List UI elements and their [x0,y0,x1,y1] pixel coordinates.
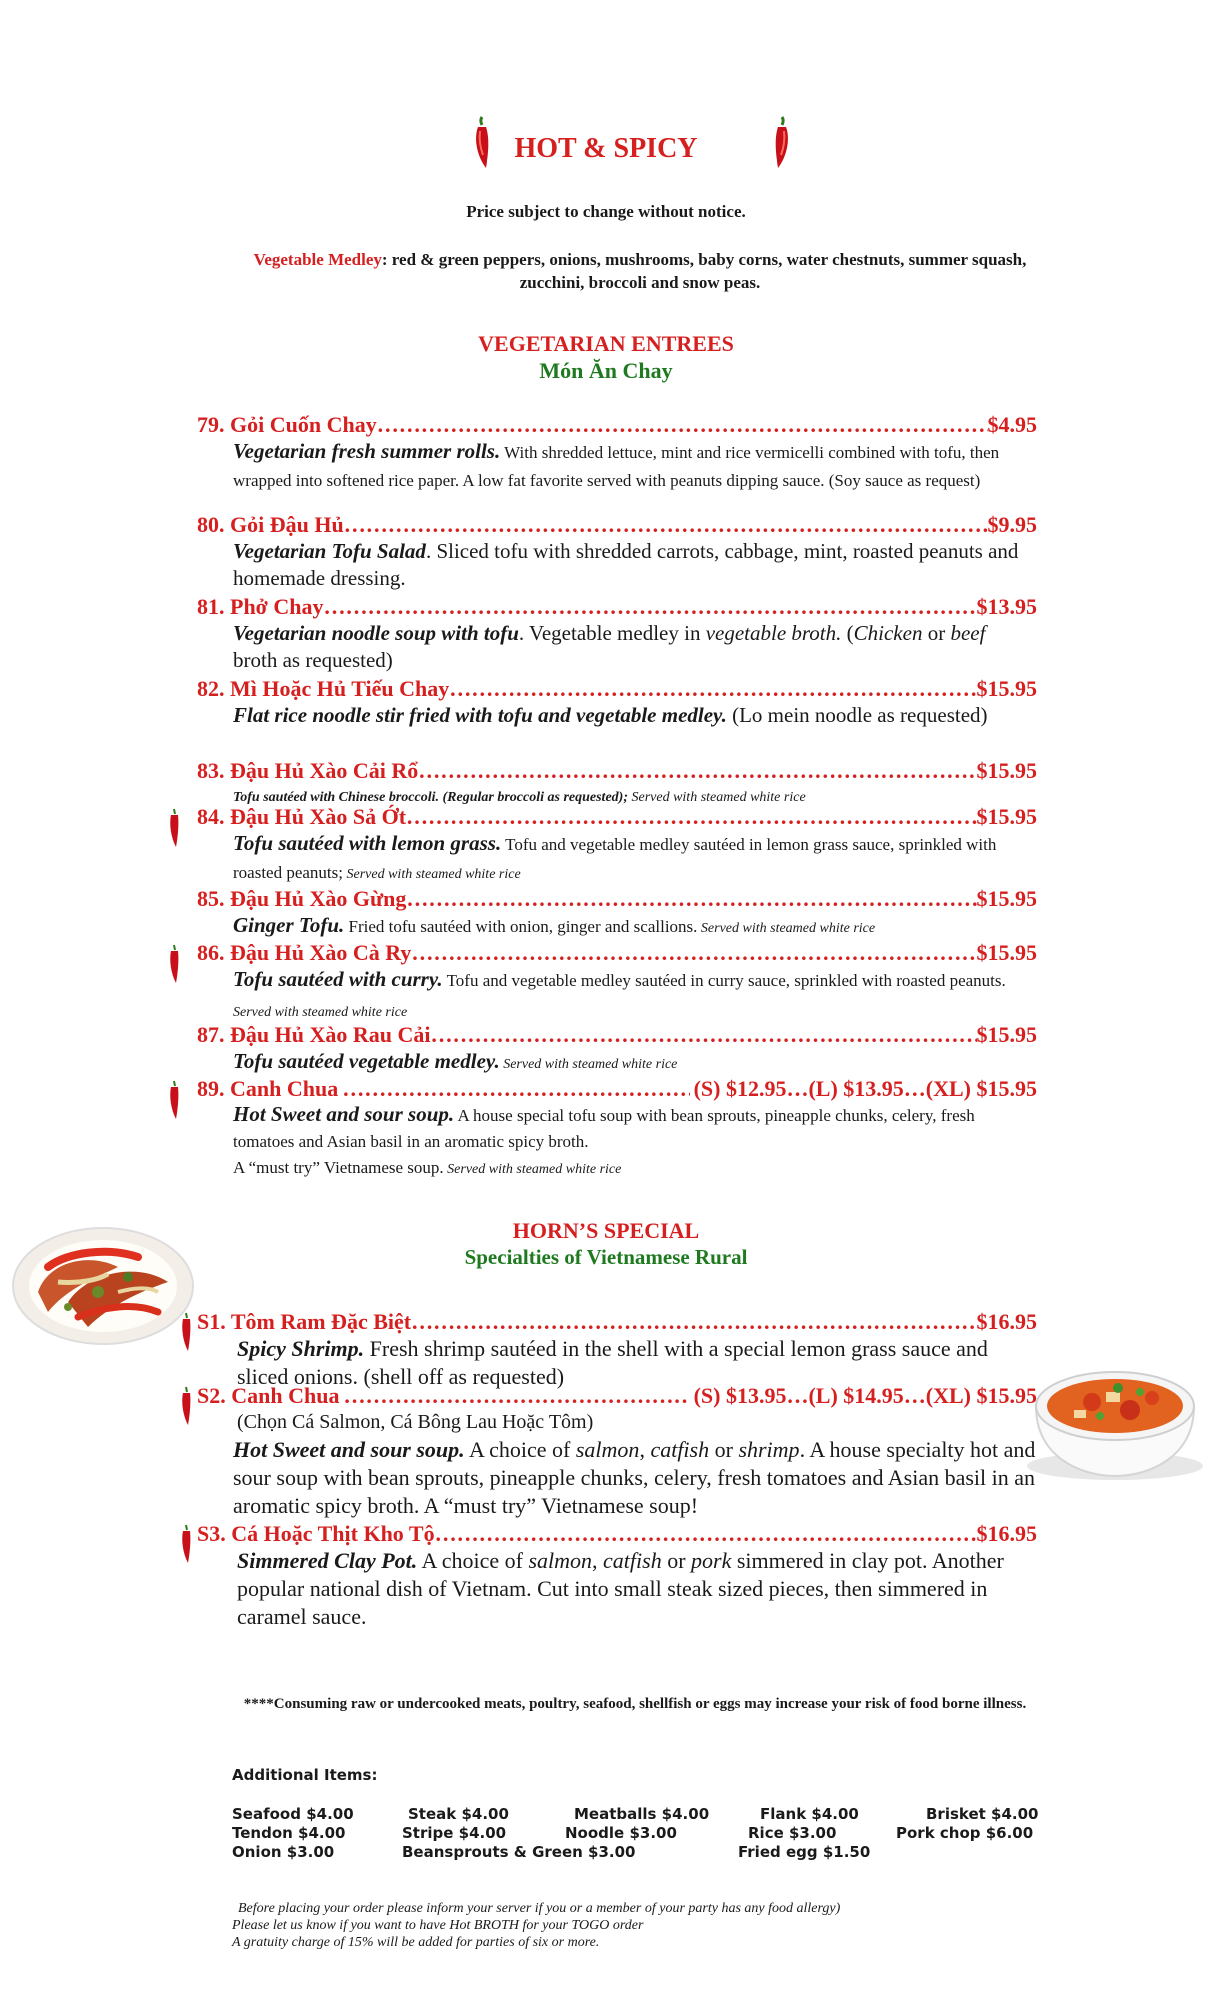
item-desc: Tofu and vegetable medley sautéed in lemon grass sauce, sprinkled with roasted peanuts; [233,835,997,882]
additional-row [232,1805,1042,1824]
price-note: Price subject to change without notice. [466,202,746,221]
item-name: 85. Đậu Hủ Xào Gừng [197,886,407,911]
additional-item: Rice $3.00 [748,1824,837,1842]
additional-item: Onion $3.00 [232,1843,335,1861]
item-lead: Spicy Shrimp. [237,1336,365,1361]
item-name: 82. Mì Hoặc Hủ Tiếu Chay [197,676,450,701]
item-desc: . Vegetable medley in [518,621,706,645]
menu-item [197,1521,1037,1631]
item-name: 79. Gỏi Cuốn Chay [197,412,377,437]
menu-item [197,412,1037,494]
menu-item [197,594,1037,674]
item-desc: Fresh shrimp sautéed in the shell with a special lemon grass sauce and sliced onions. (shell off as requested) [237,1336,988,1389]
item-lead: Flat rice noodle stir fried with tofu and vegetable medley. [233,703,727,727]
item-served: Served with steamed white rice [627,790,806,805]
item-desc: Tofu and vegetable medley sautéed in curry sauce, sprinkled with roasted peanuts. [442,971,1006,990]
item-served: Served with steamed white rice [343,867,521,882]
item-lead: Vegetarian Tofu Salad [233,539,426,563]
item-price: $15.95 [976,1022,1037,1047]
item-desc: catfish [650,1437,710,1462]
item-served: Served with steamed white rice [443,1162,622,1177]
item-desc: A “must try” Vietnamese soup. [233,1158,444,1177]
section-subtitle-horns-special: Specialties of Vietnamese Rural [464,1245,748,1269]
additional-items-title: Additional Items: [232,1766,378,1784]
additional-row [232,1843,1042,1862]
additional-item: Flank $4.00 [760,1805,859,1823]
additional-item: Seafood $4.00 [232,1805,354,1823]
additional-item: Noodle $3.00 [565,1824,677,1842]
item-desc: pork [691,1548,732,1573]
item-subname: (Chọn Cá Salmon, Cá Bông Lau Hoặc Tôm) [237,1411,594,1433]
additional-item: Beansprouts & Green $3.00 [402,1843,636,1861]
menu-item [197,804,1037,888]
item-desc: catfish [603,1548,662,1573]
item-lead: Tofu sautéed with curry. [233,967,443,991]
item-lead: Simmered Clay Pot. [237,1548,418,1573]
item-lead: Tofu sautéed vegetable medley. [233,1049,500,1073]
additional-item: Fried egg $1.50 [738,1843,871,1861]
footer-line: A gratuity charge of 15% will be added for parties of six or more. [232,1935,600,1950]
item-name: 80. Gỏi Đậu Hủ [197,512,344,537]
veg-label: Vegetable Medley [253,250,382,269]
item-lead: Tofu sautéed with Chinese broccoli. (Regular broccoli as requested); [233,790,628,805]
food-safety-warning: ****Consuming raw or undercooked meats, poultry, seafood, shellfish or eggs may increase your risk of food borne illness. [243,1696,1027,1712]
item-name: 83. Đậu Hủ Xào Cải Rổ [197,758,419,783]
menu-item [197,758,1037,808]
footer-line: Before placing your order please inform your server if you or a member of your party has any food allergy) [238,1901,841,1916]
section-title-vegetarian: VEGETARIAN ENTREES [478,331,734,356]
item-desc: Chicken [853,621,923,645]
menu-item [197,1383,1037,1520]
item-name: 89. Canh Chua [197,1076,339,1101]
item-desc: shrimp [738,1437,800,1462]
item-desc: beef [950,621,986,645]
item-price: $15.95 [976,940,1037,965]
chili-pepper-icon [180,1524,194,1564]
section-subtitle-vegetarian: Món Ăn Chay [539,358,673,383]
additional-item: Pork chop $6.00 [896,1824,1034,1842]
item-desc: or [709,1437,739,1462]
additional-items-grid [232,1805,1042,1862]
item-desc: ( [841,621,854,645]
chili-pepper-icon [168,808,182,848]
menu-item [197,512,1037,592]
section-title-horns-special: HORN’S SPECIAL [512,1218,700,1243]
item-price: $9.95 [987,512,1037,537]
item-desc: (Lo mein noodle as requested) [726,703,988,727]
item-price: (S) $13.95…(L) $14.95…(XL) $15.95 [693,1383,1037,1408]
item-name: S2. Canh Chua [197,1383,340,1408]
additional-item: Brisket $4.00 [926,1805,1039,1823]
item-name: 86. Đậu Hủ Xào Cà Ry [197,940,412,965]
item-desc: or [661,1548,692,1573]
item-name: 81. Phở Chay [197,594,324,619]
item-desc: A choice of [417,1548,529,1573]
menu-item [197,1076,1037,1182]
item-price: $16.95 [976,1521,1037,1546]
item-price: $13.95 [976,594,1037,619]
item-lead: Tofu sautéed with lemon grass. [233,831,502,855]
chili-pepper-icon [770,115,792,170]
item-desc: , [592,1548,604,1573]
item-lead: Hot Sweet and sour soup. [233,1437,465,1462]
item-name: 87. Đậu Hủ Xào Rau Cải [197,1022,431,1047]
item-desc: . Sliced tofu with shredded carrots, cabbage, mint, roasted peanuts and homemade dressing. [233,539,1019,590]
page-title: HOT & SPICY [514,133,698,164]
item-price: $15.95 [976,886,1037,911]
item-desc: . A house specialty hot and sour soup with bean sprouts, pineapple chunks, celery, fresh tomatoes and Asian basil in an aromatic spicy broth. A “must try” Vietnamese soup! [233,1437,1036,1518]
item-desc: salmon [528,1548,593,1573]
menu-item [197,1309,1037,1391]
item-name: S3. Cá Hoặc Thịt Kho Tộ [197,1521,435,1546]
item-lead: Vegetarian fresh summer rolls. [233,439,501,463]
item-price: $15.95 [976,758,1037,783]
item-desc: salmon [575,1437,640,1462]
item-lead: Hot Sweet and sour soup. [233,1102,455,1126]
item-price: $16.95 [976,1309,1037,1334]
item-desc: With shredded lettuce, mint and rice vermicelli combined with tofu, then wrapped into softened rice paper. A low fat favorite served with peanuts dipping sauce. (Soy sauce as request) [233,443,1000,490]
menu-item [197,886,1037,942]
chili-pepper-icon [168,1080,182,1120]
item-lead: Ginger Tofu. [233,913,345,937]
item-desc: Fried tofu sautéed with onion, ginger and scallions. [344,917,698,936]
item-desc: A choice of [464,1437,576,1462]
item-desc: A house special tofu soup with bean sprouts, pineapple chunks, celery, fresh tomatoes and Asian basil in an aromatic spicy broth. [233,1106,975,1151]
item-price: $4.95 [987,412,1037,437]
additional-item: Meatballs $4.00 [574,1805,710,1823]
chili-pepper-icon [168,944,182,984]
item-desc: , [639,1437,651,1462]
chili-pepper-icon [180,1386,194,1426]
additional-item: Stripe $4.00 [402,1824,507,1842]
footer-notes [232,1900,1052,1951]
spicy-shrimp-dish-photo [8,1222,198,1347]
item-price: $15.95 [976,804,1037,829]
item-served: Served with steamed white rice [233,1005,408,1020]
additional-item: Tendon $4.00 [232,1824,346,1842]
item-desc: or [922,621,951,645]
item-served: Served with steamed white rice [499,1057,678,1072]
menu-item [197,1022,1037,1078]
veg-text: : red & green peppers, onions, mushrooms, baby corns, water chestnuts, summer squash, zucchini, broccoli and snow peas. [381,250,1027,292]
chili-pepper-icon [180,1312,194,1352]
menu-item [197,676,1037,729]
item-desc: vegetable broth. [705,621,842,645]
item-name: 84. Đậu Hủ Xào Sả Ớt [197,804,407,829]
item-name: S1. Tôm Ram Đặc Biệt [197,1309,412,1334]
menu-item [197,940,1037,1026]
additional-row [232,1824,1042,1843]
additional-item: Steak $4.00 [408,1805,509,1823]
vegetable-medley-note [240,248,1040,294]
item-lead: Vegetarian noodle soup with tofu [233,621,519,645]
item-price: $15.95 [976,676,1037,701]
item-served: Served with steamed white rice [697,921,876,936]
item-desc: simmered in clay pot. Another popular national dish of Vietnam. Cut into small steak sized pieces, then simmered in caramel sauce. [237,1548,1004,1629]
item-desc: broth as requested) [233,648,393,672]
item-price: (S) $12.95…(L) $13.95…(XL) $15.95 [693,1076,1037,1101]
footer-line: Please let us know if you want to have Hot BROTH for your TOGO order [232,1918,644,1933]
